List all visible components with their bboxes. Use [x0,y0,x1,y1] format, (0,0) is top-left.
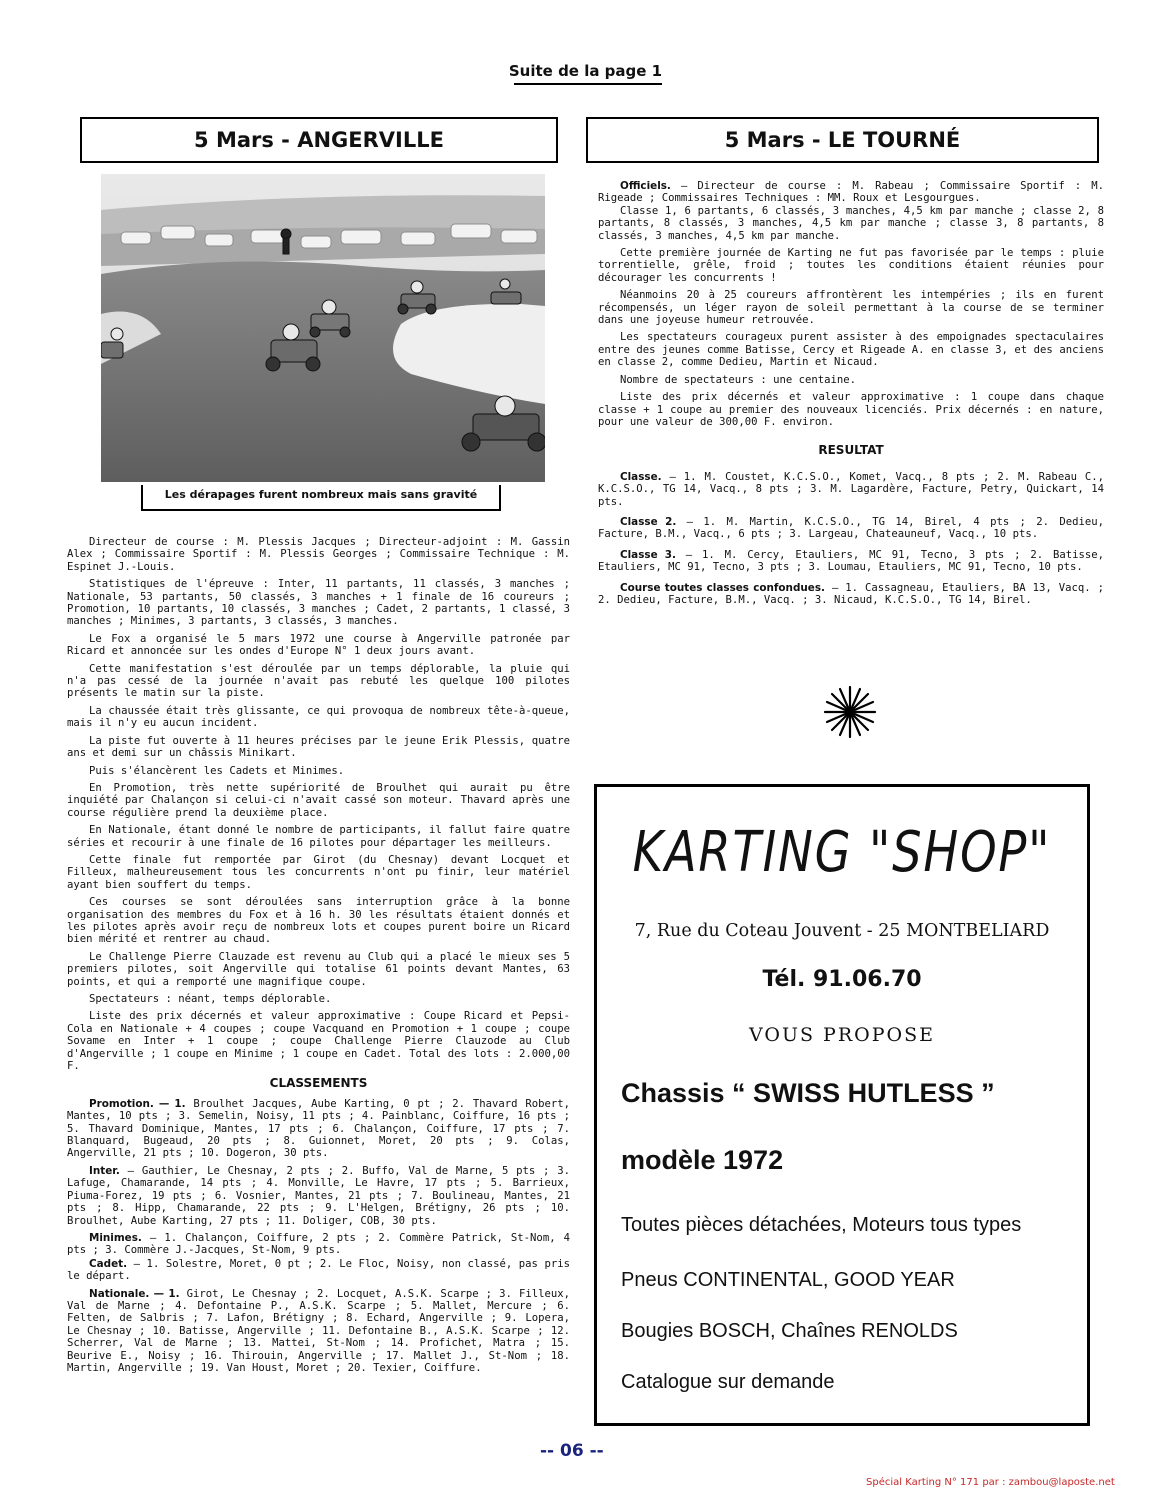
karting-race-image [101,174,545,482]
article-paragraph: Statistiques de l'épreuve : Inter, 11 partants, 11 classés, 3 manches ; Nationale, 53 partants, 50 classés, 3 manches + 1 finale de 16 coureurs ; Promotion, 10 partants, 10 classés, 3 manches ; Cadet, 2 partants, 1 classé, 3 manches ; Minimes, 3 partants, 3 classés, 3 manches. [67,578,570,628]
star-ornament-icon [823,685,877,739]
article-paragraph: Liste des prix décernés et valeur approximative : 1 coupe dans chaque classe + 1 coupe au premier des nouveaux licenciés. Prix décernés : en nature, pour une valeur de 300,00 F. environ. [598,391,1104,428]
classement-text: Broulhet Jacques, Aube Karting, 0 pt ; 2. Thavard Robert, Mantes, 10 pts ; 3. Semelin, Noisy, 11 pts ; 4. Painblanc, Coiffure, 16 pts ; 5. Thavard Dominique, Mantes, 17 pts ; 6. Chalançon, Coiffure, 17 pts ; 7. Blanquard, Bugeaud, 20 pts ; 8. Guionnet, Moret, 20 pts ; 9. Colas, Angerville, 21 pts ; 10. Dogeron, 30 pts. [67,1097,570,1160]
classement-text: Girot, Le Chesnay ; 2. Locquet, A.S.K. Scarpe ; 3. Filleux, Val de Marne ; 4. Defontaine P., A.S.K. Scarpe ; 5. Mallet, Mercure ; 6. Felten, de Salbris ; 7. Lafon, Brétigny ; 8. Echard, Angerville ; 9. Lopera, Le Chesnay ; 10. Batisse, Angerville ; 11. Defontaine B., A.S.K. Scarpe ; 12. Scherrer, Val de Marne ; 13. Mattei, St-Nom ; 14. Profichet, Matra ; 15. Beurive E., Noisy ; 16. Thirouin, Angerville ; 17. Mallet J., St-Nom ; 18. Martin, Angerville ; 19. Van Houst, Moret ; 20. Texier, Coiffure. [67,1287,570,1374]
resultat-heading: RESULTAT [818,443,884,458]
resultat-label: Classe. [620,470,662,483]
classement-entry [67,1165,570,1227]
ad-pneus: Pneus CONTINENTAL, GOOD YEAR [621,1269,955,1291]
officiels-paragraph [598,180,1104,205]
resultat-entry [598,582,1104,607]
classement-entry [67,1258,570,1283]
le-tourne-title: 5 Mars - LE TOURNÉ [586,117,1099,163]
angerville-title: 5 Mars - ANGERVILLE [80,117,558,163]
classement-label: Promotion. — 1. [89,1097,186,1110]
article-paragraph: Cette première journée de Karting ne fut pas favorisée par le temps : pluie torrentielle, grêle, froid ; toutes les conditions étaient réunies pour décourager les concurrents ! [598,247,1104,284]
article-paragraph: Néanmoins 20 à 25 coureurs affrontèrent les intempéries ; ils en furent récompensés, un léger rayon de soleil permettant à la course de se terminer dans une joyeuse humeur retrouvée. [598,289,1104,327]
classement-entry [67,1098,570,1160]
article-paragraph: Le Fox a organisé le 5 mars 1972 une course à Angerville patronée par Ricard et annoncée sur les ondes d'Europe N° 1 deux jours avant. [67,632,570,658]
karting-shop-advertisement [594,784,1090,1426]
resultat-entry [598,471,1104,508]
article-paragraph: En Promotion, très nette supériorité de Broulhet qui aurait pu être inquiété par Chalançon si celui-ci n'avait cassé son moteur. Thavard après une course régulière prend la deuxième place. [67,781,570,819]
resultat-label: Classe 2. [620,515,677,528]
officiels-text: — Directeur de course : M. Rabeau ; Commissaire Sportif : M. Rigeade ; Commissaires Techniques : MM. Roux et Lesgourgues. [598,180,1104,205]
article-paragraph: Spectateurs : néant, temps déplorable. [89,993,332,1005]
continued-from-header: Suite de la page 1 [508,62,663,80]
article-paragraph: Liste des prix décernés et valeur approximative : Coupe Ricard et Pepsi-Cola en Nationale + 4 coupes ; coupe Vacquand en Promotion + 1 coupe ; coupe Sovame en Inter + 1 coupe ; coupe Challenge Pierre Clauzode au Club d'Angerville ; 1 coupe en Minime ; 1 coupe en Cadet. Total des lots : 2.000,00 F. [67,1010,570,1073]
classements-heading: CLASSEMENTS [269,1076,368,1091]
article-paragraph: Nombre de spectateurs : une centaine. [620,373,856,386]
page-number: -- 06 -- [540,1441,604,1461]
header-underline [514,83,662,85]
ad-modele: modèle 1972 [621,1145,784,1175]
article-paragraph: Cette finale fut remportée par Girot (du Chesnay) devant Locquet et Filleux, malheureusement tous les concurrents n'ont pu finir, leur matériel ayant bien souffert du temps. [67,853,570,891]
article-paragraph: Puis s'élancèrent les Cadets et Minimes. [89,764,345,777]
article-paragraph: Les spectateurs courageux purent assister à des empoignades spectaculaires entre des jeunes comme Batisse, Cercy et Rigeade A. en classe 3, et des anciens en classe 2, comme Dedieu, Martin et Nicaud. [598,331,1104,369]
resultat-text: — 1. Cassagneau, Etauliers, BA 13, Vacq. ; 2. Dedieu, Facture, B.M., Vacq. ; 3. Nicaud, K.C.S.O., TG 14, Birel. [598,581,1104,606]
classement-label: Cadet. [89,1257,128,1270]
ad-pieces: Toutes pièces détachées, Moteurs tous types [621,1214,1022,1236]
photo-caption: Les dérapages furent nombreux mais sans gravité [141,485,501,511]
ad-title: KARTING "SHOP" [632,820,1052,885]
article-paragraph: Ces courses se sont déroulées sans interruption grâce à la bonne organisation des membres du Fox et à 16 h. 30 les résultats étaient donnés et les pilotes après avoir reçu de nombreux lots et coupes purent boire un Ricard bien mérité et rentrer au chaud. [67,896,570,946]
footer-credit: Spécial Karting N° 171 par : zambou@laposte.net [866,1477,1115,1488]
ad-telephone: Tél. 91.06.70 [762,967,922,992]
ad-catalogue: Catalogue sur demande [621,1371,835,1393]
article-paragraph: Classe 1, 6 partants, 6 classés, 3 manches, 4,5 km par manche ; classe 2, 8 partants, 8 classés, 3 manches, 4,5 km par manche ; classe 3, 8 partants, 8 classés, 3 manches, 4,5 km par manche. [598,204,1104,242]
officiels-label: Officiels. [620,180,671,192]
resultat-entry [598,516,1104,541]
resultat-label: Classe 3. [620,548,676,561]
article-paragraph: Directeur de course : M. Plessis Jacques ; Directeur-adjoint : M. Gassin Alex ; Commissaire Sportif : M. Plessis Georges ; Commissaire Technique : M. Espinet J.-Louis. [67,536,570,573]
angerville-article [67,536,570,1379]
classement-text: — 1. Solestre, Moret, 0 pt ; 2. Le Floc, Noisy, non classé, pas pris le départ. [67,1257,570,1283]
le-tourne-article [598,180,1104,611]
ad-propose: VOUS PROPOSE [749,1024,935,1046]
classement-text: — Gauthier, Le Chesnay, 2 pts ; 2. Buffo, Val de Marne, 5 pts ; 3. Lafuge, Chamarande, 14 pts ; 4. Monville, Le Havre, 17 pts ; 5. Barrieux, Piuma-Forez, 19 pts ; 6. Vosnier, Mantes, 21 pts ; 7. Boulineau, Mantes, 21 pts ; 8. Hipp, Chamarande, 22 pts ; 9. L'Helgen, Brétigny, 26 pts ; 10. Broulhet, Aube Karting, 27 pts ; 11. Doliger, COB, 30 pts. [67,1164,570,1227]
article-paragraph: Le Challenge Pierre Clauzade est revenu au Club qui a placé le mieux ses 5 premiers pilotes, soit Angerville qui totalise 61 points devant Mantes, 63 points, et qui a remporté une magnifique coupe. [67,950,570,988]
resultat-entry [598,549,1104,574]
resultat-text: — 1. M. Coustet, K.C.S.O., Komet, Vacq., 8 pts ; 2. M. Rabeau C., K.C.S.O., TG 14, Vacq., 8 pts ; 3. M. Lagardère, Facture, Petry, Quickart, 14 pts. [598,470,1104,508]
ad-chassis: Chassis “ SWISS HUTLESS ” [621,1078,995,1108]
article-paragraph: La piste fut ouverte à 11 heures précises par le jeune Erik Plessis, quatre ans et demi sur un châssis Minikart. [67,734,570,760]
ad-bougies: Bougies BOSCH, Chaînes RENOLDS [621,1320,958,1342]
karting-photo [101,174,545,482]
resultat-text: — 1. M. Martin, K.C.S.O., TG 14, Birel, 4 pts ; 2. Dedieu, Facture, B.M., Vacq., 6 pts ; 3. Largeau, Chateauneuf, Vacq., 10 pts. [598,515,1104,541]
classement-entry [67,1288,570,1375]
ad-address: 7, Rue du Coteau Jouvent - 25 MONTBELIARD [634,921,1050,941]
article-paragraph: La chaussée était très glissante, ce qui provoqua de nombreux tête-à-queue, mais il n'y eu aucun incident. [67,704,570,730]
article-paragraph: En Nationale, étant donné le nombre de participants, il fallut faire quatre séries et recourir à une finale de 16 pilotes pour départager les meilleurs. [67,824,570,849]
resultat-label: Course toutes classes confondues. [620,581,825,594]
resultat-text: — 1. M. Cercy, Etauliers, MC 91, Tecno, 3 pts ; 2. Batisse, Etauliers, MC 91, Tecno, 3 pts ; 3. Loumau, Etauliers, MC 91, Tecno, 10 pts. [598,548,1104,574]
article-paragraph: Cette manifestation s'est déroulée par un temps déplorable, la pluie qui n'a pas cessé de la journée n'avait pas rebuté les quelque 100 pilotes présents le matin sur la piste. [67,662,570,700]
classement-label: Inter. [89,1164,120,1177]
classement-label: Minimes. [89,1231,142,1244]
classement-label: Nationale. — 1. [89,1287,180,1300]
classement-entry [67,1232,570,1257]
classement-text: — 1. Chalançon, Coiffure, 2 pts ; 2. Commère Patrick, St-Nom, 4 pts ; 3. Commère J.-Jacques, St-Nom, 9 pts. [67,1231,570,1257]
